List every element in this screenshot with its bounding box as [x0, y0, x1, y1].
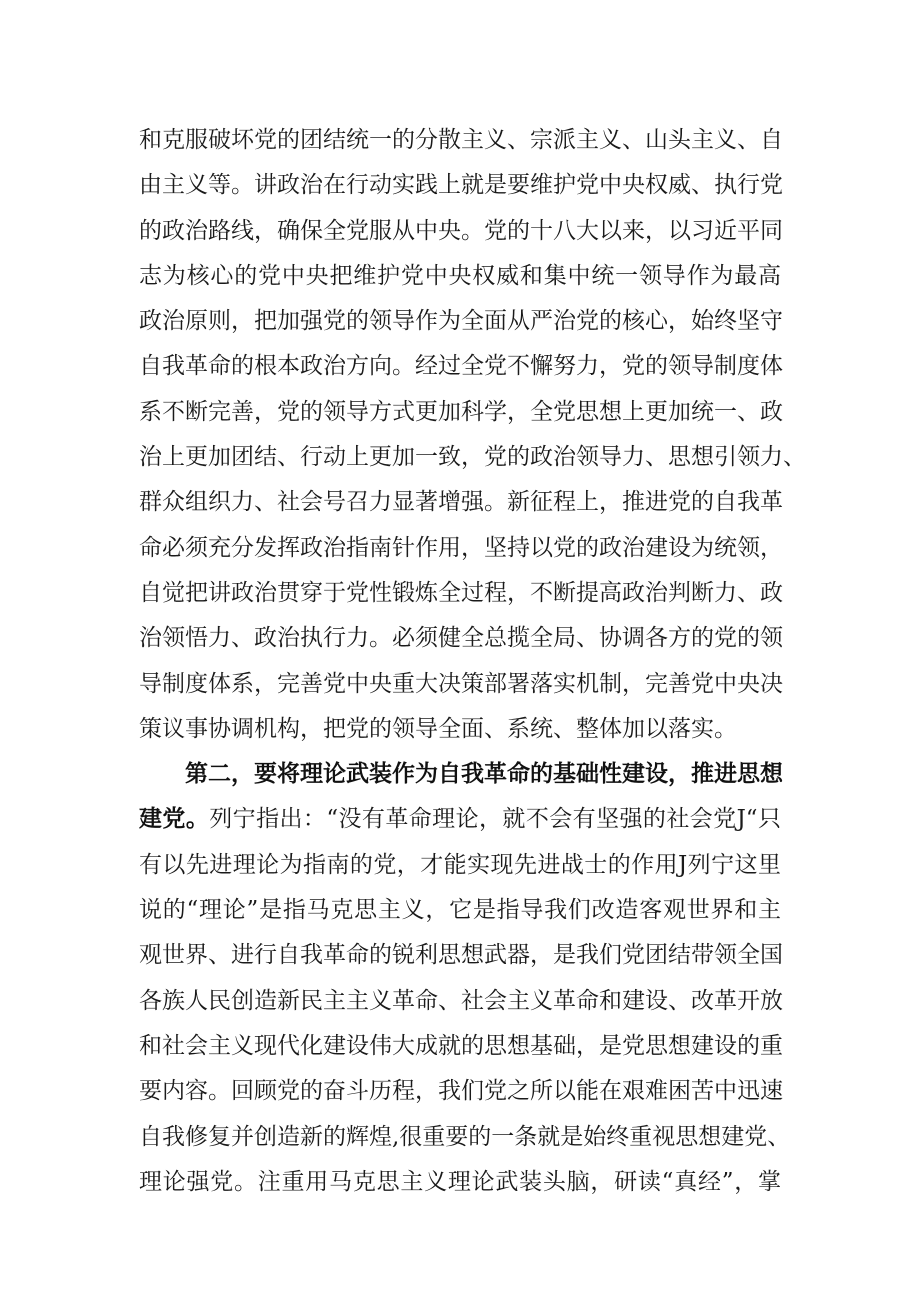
text-line: 理论强党。注重用马克思主义理论武装头脑，研读“真经”，掌: [139, 1168, 781, 1195]
text-line: 自我革命的根本政治方向。经过全党不懈努力，党的领导制度体: [139, 353, 783, 380]
text-run: 列宁指出：“没有革命理论，就不会有坚强的社会党J“只: [209, 806, 781, 833]
text-line: 说的“理论”是指马克思主义，它是指导我们改造客观世界和主: [139, 897, 781, 924]
text-line: 有以先进理论为指南的党，才能实现先进战士的作用J列宁这里: [139, 851, 781, 878]
section-heading-end: 建党。: [139, 806, 210, 833]
section-heading: 第二，要将理论武装作为自我革命的基础性建设，推进思想: [185, 761, 783, 788]
text-line: 系不断完善，党的领导方式更加科学，全党思想上更加统一、政: [139, 398, 783, 425]
text-line: 观世界、进行自我革命的锐利思想武器，是我们党团结带领全国: [139, 942, 783, 969]
text-line: 要内容。回顾党的奋斗历程，我们党之所以能在艰难困苦中迅速: [139, 1078, 783, 1105]
text-line: 群众组织力、社会号召力显著增强。新征程上，推进党的自我革: [139, 489, 783, 516]
paragraph: [139, 118, 806, 752]
text-line: 政治原则，把加强党的领导作为全面从严治党的核心，始终坚守: [139, 308, 783, 335]
text-line: [139, 797, 781, 842]
text-line: 由主义等。讲政治在行动实践上就是要维护党中央权威、执行党: [139, 172, 783, 199]
text-line: 的政治路线，确保全党服从中央。党的十八大以来，以习近平同: [139, 217, 783, 244]
text-line: 自觉把讲政治贯穿于党性锻炼全过程，不断提高政治判断力、政: [139, 579, 783, 606]
text-line: 命必须充分发挥政治指南针作用，坚持以党的政治建设为统领，: [139, 534, 783, 561]
text-line: 自我修复并创造新的辉煌,很重要的一条就是始终重视思想建党、: [139, 1123, 791, 1150]
text-line: 和克服破坏党的团结统一的分散主义、宗派主义、山头主义、自: [139, 127, 783, 153]
text-line: 和社会主义现代化建设伟大成就的思想基础，是党思想建设的重: [139, 1032, 783, 1059]
paragraph: [139, 752, 791, 1205]
text-line: 策议事协调机构，把党的领导全面、系统、整体加以落实。: [139, 715, 737, 742]
document-body: [139, 118, 806, 1205]
text-line: 治上更加团结、行动上更加一致，党的政治领导力、思想引领力、: [139, 444, 806, 471]
text-line: 治领悟力、政治执行力。必须健全总揽全局、协调各方的党的领: [139, 625, 783, 652]
text-line: 各族人民创造新民主主义革命、社会主义革命和建设、改革开放: [139, 987, 783, 1014]
text-line: 导制度体系，完善党中央重大决策部署落实机制，完善党中央决: [139, 670, 783, 697]
text-line: 志为核心的党中央把维护党中央权威和集中统一领导作为最高: [139, 262, 781, 289]
